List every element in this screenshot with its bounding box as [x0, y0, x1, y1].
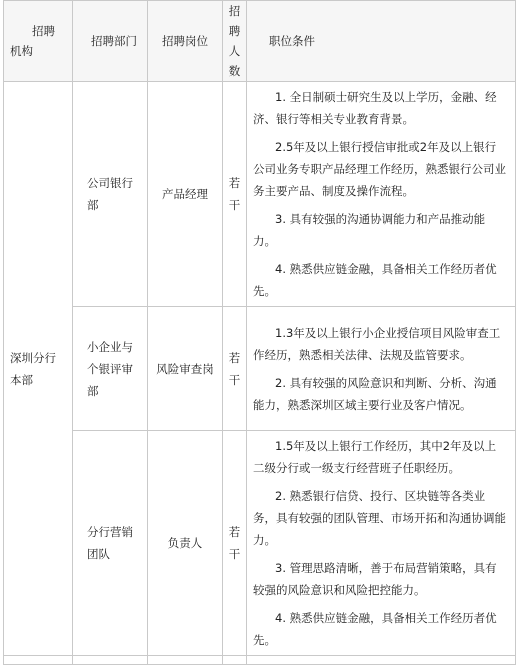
- header-institution: 招聘机构: [4, 1, 73, 82]
- requirement-item: 4. 熟悉供应链金融，具备相关工作经历者优先。: [253, 262, 497, 298]
- institution-cell: 深圳分行本部: [4, 82, 73, 656]
- header-position: 招聘岗位: [148, 1, 223, 82]
- requirements-list: [247, 82, 515, 306]
- header-headcount: 招聘人数: [223, 1, 247, 82]
- tail-cell: [223, 656, 247, 665]
- requirement-item: 2.5年及以上银行授信审批或2年及以上银行公司业务专职产品经理工作经历，熟悉银行公司业务主要产品、制度及操作流程。: [253, 140, 506, 198]
- header-requirements: 职位条件: [247, 1, 516, 82]
- table-row: [4, 307, 516, 431]
- requirement-item: 4. 熟悉供应链金融，具备相关工作经历者优先。: [253, 611, 497, 647]
- table-row: [4, 431, 516, 656]
- tail-cell: [148, 656, 223, 665]
- table-row: [4, 82, 516, 307]
- requirement-item: 2. 熟悉银行信贷、投行、区块链等各类业务，具有较强的团队管理、市场开拓和沟通协调能力。: [253, 489, 506, 547]
- requirements-cell: [247, 82, 516, 307]
- department-cell: 分行营销团队: [73, 431, 148, 656]
- requirements-list: [247, 318, 515, 420]
- requirement-item: 1.5年及以上银行工作经历，其中2年及以上二级分行或一级支行经营班子任职经历。: [253, 439, 497, 475]
- position-cell: 风险审查岗: [148, 307, 223, 431]
- requirement-item: 1.3年及以上银行小企业授信项目风险审查工作经历，熟悉相关法律、法规及监管要求。: [253, 325, 501, 362]
- tail-cell: [247, 656, 516, 665]
- requirements-list: [247, 431, 515, 655]
- tail-cell: [4, 656, 73, 665]
- table-tail-row: [4, 656, 516, 665]
- requirement-item: 3. 管理思路清晰，善于布局营销策略，具有较强的风险意识和风险把控能力。: [253, 561, 497, 597]
- position-cell: 产品经理: [148, 82, 223, 307]
- table-header-row: [4, 1, 516, 82]
- department-cell: 公司银行部: [73, 82, 148, 307]
- tail-cell: [73, 656, 148, 665]
- headcount-cell: 若干: [223, 82, 247, 307]
- department-cell: 小企业与个银评审部: [73, 307, 148, 431]
- headcount-cell: 若干: [223, 307, 247, 431]
- recruitment-table: [3, 0, 516, 665]
- requirement-item: 2. 具有较强的风险意识和判断、分析、沟通能力，熟悉深圳区域主要行业及客户情况。: [253, 375, 497, 412]
- requirement-item: 3. 具有较强的沟通协调能力和产品推动能力。: [253, 212, 486, 248]
- headcount-cell: 若干: [223, 431, 247, 656]
- position-cell: 负责人: [148, 431, 223, 656]
- requirements-cell: [247, 307, 516, 431]
- requirement-item: 1. 全日制硕士研究生及以上学历，金融、经济、银行等相关专业教育背景。: [253, 90, 497, 126]
- header-department: 招聘部门: [73, 1, 148, 82]
- requirements-cell: [247, 431, 516, 656]
